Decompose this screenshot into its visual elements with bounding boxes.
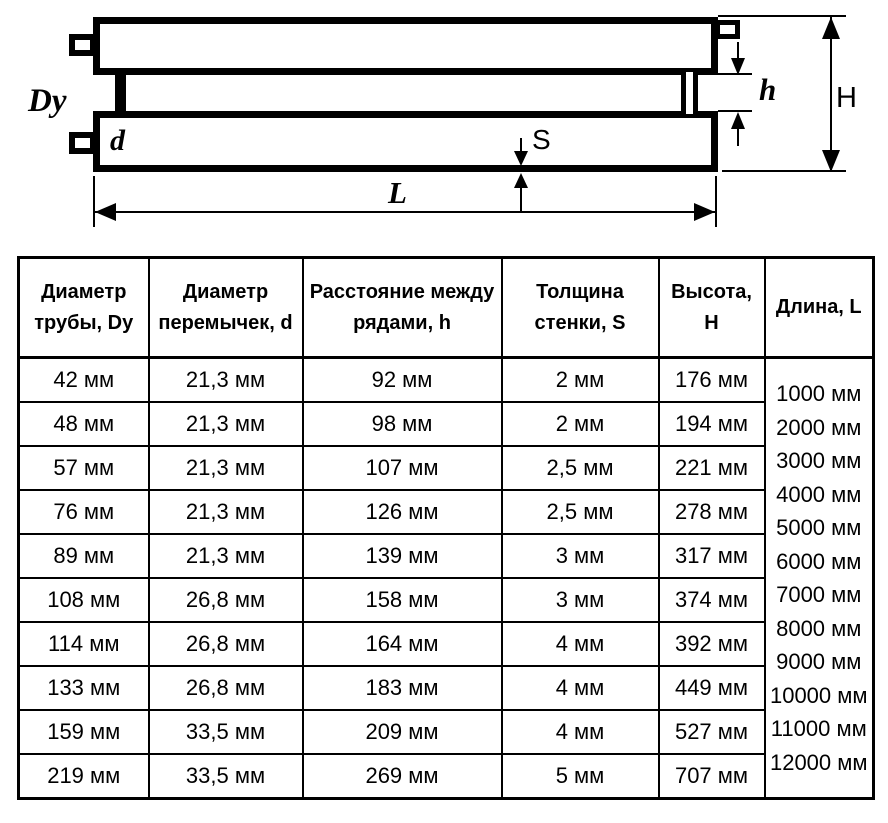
length-value: 4000 мм (776, 481, 862, 507)
table-row (19, 534, 874, 578)
table-row (19, 622, 874, 666)
dim-L-line (95, 211, 715, 213)
dim-H-line (830, 17, 832, 172)
length-value: 2000 мм (776, 414, 862, 440)
table-cell: 33,5 мм (149, 710, 303, 754)
col-header-pipe-diameter: Диаметр трубы, Dy (19, 258, 149, 358)
top-right-stub (715, 20, 740, 39)
dimensions-table (17, 256, 875, 800)
bottom-left-stub (69, 132, 96, 154)
header-row (19, 258, 874, 358)
length-value: 8000 мм (776, 615, 862, 641)
dim-L-arrow-left-icon (95, 203, 116, 221)
table-cell: 159 мм (19, 710, 149, 754)
table-cell: 57 мм (19, 446, 149, 490)
table-cell: 139 мм (303, 534, 502, 578)
dim-h-arrow-down-icon (731, 58, 745, 75)
dim-L-label: L (388, 175, 407, 210)
table-row (19, 490, 874, 534)
table-cell: 76 мм (19, 490, 149, 534)
table-row (19, 710, 874, 754)
table-cell: 176 мм (659, 358, 765, 403)
length-value: 10000 мм (769, 682, 868, 708)
table-cell: 527 мм (659, 710, 765, 754)
length-value: 12000 мм (769, 749, 868, 775)
dim-S-stem-top (520, 138, 522, 152)
table-row (19, 754, 874, 799)
table-cell: 374 мм (659, 578, 765, 622)
table-cell: 5 мм (502, 754, 659, 799)
top-left-stub (69, 34, 96, 56)
table-cell: 392 мм (659, 622, 765, 666)
table-cell: 707 мм (659, 754, 765, 799)
length-value: 6000 мм (776, 548, 862, 574)
table-cell: 269 мм (303, 754, 502, 799)
table-cell: 108 мм (19, 578, 149, 622)
dim-L-arrow-right-icon (694, 203, 715, 221)
table-cell: 158 мм (303, 578, 502, 622)
table-cell: 3 мм (502, 578, 659, 622)
table-cell: 221 мм (659, 446, 765, 490)
table-cell: 26,8 мм (149, 666, 303, 710)
table-cell: 2 мм (502, 358, 659, 403)
table-row (19, 446, 874, 490)
dim-L-extension-right (715, 176, 717, 227)
length-value: 9000 мм (776, 649, 862, 674)
table-cell: 3 мм (502, 534, 659, 578)
length-value: 1000 мм (776, 381, 862, 406)
table-cell: 26,8 мм (149, 578, 303, 622)
dim-H-arrow-down-icon (822, 150, 840, 172)
register-drawing (0, 0, 888, 250)
right-jumper-pipe (681, 72, 698, 114)
table-cell: 278 мм (659, 490, 765, 534)
table-cell: 164 мм (303, 622, 502, 666)
length-value: 3000 мм (776, 448, 862, 473)
table-cell: 4 мм (502, 622, 659, 666)
length-value: 11000 мм (770, 716, 867, 741)
left-jumper-pipe (115, 72, 126, 114)
dim-S-label: S (532, 124, 551, 155)
table-cell: 33,5 мм (149, 754, 303, 799)
table-cell: 98 мм (303, 402, 502, 446)
dim-S-arrow-up-icon (514, 173, 528, 188)
col-header-length: Длина, L (765, 258, 874, 358)
dim-H-label: H (836, 82, 857, 114)
table-cell: 4 мм (502, 666, 659, 710)
table-cell: 107 мм (303, 446, 502, 490)
table-cell: 194 мм (659, 402, 765, 446)
table-cell: 92 мм (303, 358, 502, 403)
table-row (19, 358, 874, 403)
dim-h-stem-top (737, 42, 739, 58)
dim-H-arrow-up-icon (822, 17, 840, 39)
top-pipe (93, 17, 718, 75)
table-cell: 317 мм (659, 534, 765, 578)
table-cell: 209 мм (303, 710, 502, 754)
col-header-row-spacing: Расстояние между рядами, h (303, 258, 502, 358)
table-cell: 219 мм (19, 754, 149, 799)
table-cell: 89 мм (19, 534, 149, 578)
table-cell: 114 мм (19, 622, 149, 666)
table-cell: 26,8 мм (149, 622, 303, 666)
col-header-jumper-diameter: Диаметр перемычек, d (149, 258, 303, 358)
table-row (19, 666, 874, 710)
col-header-wall-thickness: Толщина стенки, S (502, 258, 659, 358)
length-value: 7000 мм (776, 582, 862, 607)
table-cell: 133 мм (19, 666, 149, 710)
table-cell: 21,3 мм (149, 490, 303, 534)
dim-h-stem-bottom (737, 129, 739, 146)
table-cell: 21,3 мм (149, 402, 303, 446)
table-cell: 21,3 мм (149, 534, 303, 578)
table-cell: 2,5 мм (502, 490, 659, 534)
jumper-diameter-label: d (110, 124, 125, 157)
dim-h-arrow-up-icon (731, 112, 745, 129)
table-cell: 183 мм (303, 666, 502, 710)
table-cell: 4 мм (502, 710, 659, 754)
dim-h-label: h (759, 72, 777, 107)
table-row (19, 402, 874, 446)
table-header (19, 258, 874, 358)
table-cell: 2 мм (502, 402, 659, 446)
table-cell: 126 мм (303, 490, 502, 534)
length-merged-cell (765, 358, 874, 799)
table-cell: 21,3 мм (149, 358, 303, 403)
table-body (19, 358, 874, 799)
col-header-height: Высота, H (659, 258, 765, 358)
table-cell: 48 мм (19, 402, 149, 446)
length-value: 5000 мм (776, 515, 862, 540)
table-cell: 21,3 мм (149, 446, 303, 490)
table-cell: 449 мм (659, 666, 765, 710)
bottom-pipe (93, 111, 718, 172)
dim-S-stem-bottom (520, 188, 522, 212)
table-cell: 42 мм (19, 358, 149, 403)
table-cell: 2,5 мм (502, 446, 659, 490)
pipe-diameter-label: Dy (28, 83, 67, 119)
table-row (19, 578, 874, 622)
dim-S-arrow-down-icon (514, 151, 528, 166)
